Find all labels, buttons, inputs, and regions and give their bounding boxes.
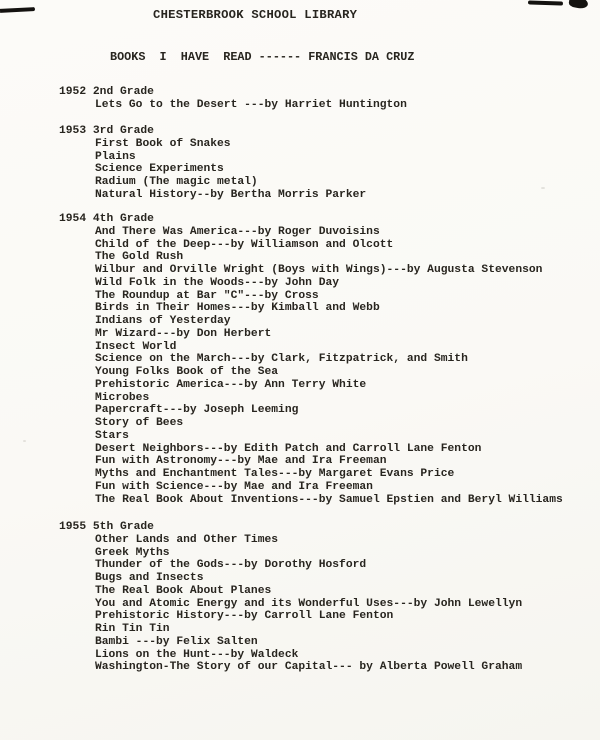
book-entry: The Real Book About Planes (95, 584, 272, 597)
book-entry: The Gold Rush (95, 251, 184, 264)
book-entry: Other Lands and Other Times (95, 533, 279, 546)
book-entry: Rin Tin Tin (95, 623, 170, 635)
book-entry: Greek Myths (95, 546, 170, 559)
book-entry: Lets Go to the Desert ---by Harriet Huntington (95, 98, 407, 111)
book-entry: Radium (The magic metal) (95, 176, 258, 188)
book-entry: Science Experiments (95, 163, 224, 176)
scan-speckle (23, 440, 26, 442)
book-entry: Microbes (95, 391, 150, 404)
book-entry: Child of the Deep---by Williamson and Olcott (95, 238, 394, 251)
book-entry: Papercraft---by Joseph Leeming (95, 404, 299, 417)
book-entry: Story of Bees (95, 417, 184, 429)
book-entry: Bambi ---by Felix Salten (95, 635, 258, 648)
book-entry: Natural History--by Bertha Morris Parker (95, 188, 367, 201)
book-entry: Stars (95, 429, 129, 442)
book-entry: You and Atomic Energy and its Wonderful Uses---by John Lewellyn (95, 597, 523, 610)
grade-heading: 1953 3rd Grade (59, 125, 154, 137)
book-entry: Lions on the Hunt---by Waldeck (95, 648, 299, 661)
book-entry: The Real Book About Inventions---by Samuel Epstien and Beryl Williams (95, 493, 563, 506)
book-entry: Washington-The Story of our Capital--- by Alberta Powell Graham (95, 661, 523, 674)
year-section-1952 (59, 86, 600, 112)
book-entry: Bugs and Insects (95, 572, 204, 584)
book-entry: Desert Neighbors---by Edith Patch and Carroll Lane Fenton (95, 442, 482, 455)
grade-heading: 1952 2nd Grade (59, 86, 154, 98)
book-entry: Wild Folk in the Woods---by John Day (95, 276, 340, 289)
page-subtitle: BOOKS I HAVE READ ------ FRANCIS DA CRUZ (110, 50, 415, 64)
scan-mark-top-left (0, 7, 35, 13)
book-entry: Birds in Their Homes---by Kimball and Webb (95, 302, 380, 315)
book-entry: Fun with Science---by Mae and Ira Freeman (95, 480, 373, 493)
scan-mark-top-right-bar (528, 0, 563, 5)
book-entry: Science on the March---by Clark, Fitzpatrick, and Smith (95, 353, 468, 366)
book-entry: Fun with Astronomy---by Mae and Ira Freeman (95, 455, 387, 468)
book-entry: Myths and Enchantment Tales---by Margaret Evans Price (95, 468, 455, 480)
book-entry: Mr Wizard---by Don Herbert (95, 327, 272, 340)
book-entry: Insect World (95, 340, 177, 353)
book-entry: Indians of Yesterday (95, 315, 231, 327)
scan-mark-top-right-blob (568, 0, 588, 9)
grade-heading: 1955 5th Grade (59, 521, 154, 533)
book-entry: Wilbur and Orville Wright (Boys with Wings)---by Augusta Stevenson (95, 264, 543, 276)
book-entry: Plains (95, 150, 136, 163)
book-entry: First Book of Snakes (95, 137, 231, 150)
year-section-1954 (59, 213, 600, 506)
year-section-1955 (59, 521, 600, 674)
grade-heading: 1954 4th Grade (59, 213, 154, 225)
year-section-1953 (59, 125, 600, 202)
book-entry: And There Was America---by Roger Duvoisins (95, 225, 380, 238)
book-entry: The Roundup at Bar "C"---by Cross (95, 289, 319, 302)
book-entry: Thunder of the Gods---by Dorothy Hosford (95, 559, 367, 572)
book-entry: Prehistoric America---by Ann Terry White (95, 378, 367, 391)
book-entry: Prehistoric History---by Carroll Lane Fenton (95, 610, 394, 623)
book-entry: Young Folks Book of the Sea (95, 366, 279, 378)
page-title: CHESTERBROOK SCHOOL LIBRARY (153, 8, 358, 22)
